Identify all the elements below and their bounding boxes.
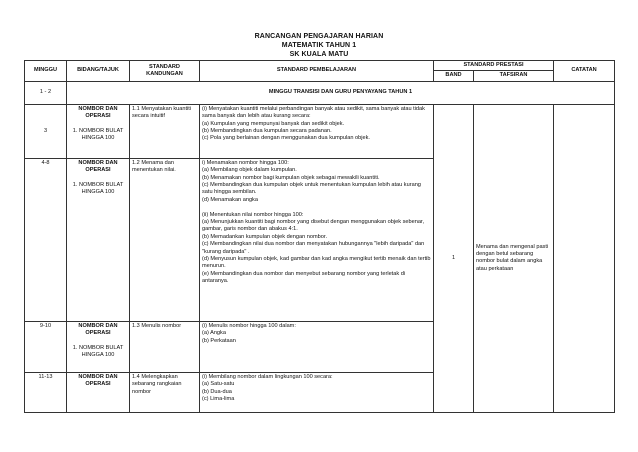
- sp-line: (i) Menulis nombor hingga 100 dalam:: [202, 322, 296, 329]
- col-header-standard-prestasi: STANDARD PRESTASI: [434, 61, 554, 71]
- bidang-subtopic: 1. NOMBOR BULAT HINGGA 100: [72, 182, 124, 196]
- col-header-band: BAND: [434, 71, 474, 81]
- sp-line: (i) Membilang nombor dalam lingkungan 100 secara:: [202, 373, 333, 380]
- sp-line: (c) Pola yang berlainan dengan menggunakan dua kumpulan objek.: [202, 135, 370, 142]
- transition-minggu: 1 - 2: [25, 81, 67, 104]
- row-minggu: 9-10: [25, 321, 67, 372]
- row-catatan: [554, 104, 615, 412]
- bidang-subtopic: 1. NOMBOR BULAT HINGGA 100: [72, 128, 124, 142]
- row-standard-kandungan: 1.4 Melengkapkan sebarang rangkaian nombor: [130, 372, 200, 412]
- row-minggu: 3: [25, 104, 67, 158]
- row-standard-pembelajaran: [200, 372, 434, 412]
- sp-line: (c) Membandingkan dua kumpulan objek untuk menentukan kumpulan lebih atau kurang satu hingga sembilan.: [202, 182, 421, 196]
- row-standard-kandungan: 1.3 Menulis nombor: [130, 321, 200, 372]
- tafsiran-text: Menama dan mengenal pasti dengan betul sebarang nombor bulat dalam angka atau perkataan: [474, 104, 554, 412]
- sp-line: i) Menamakan nombor hingga 100:: [202, 159, 289, 166]
- sp-line: (ii) Menentukan nilai nombor hingga 100:: [202, 211, 304, 218]
- sp-line: (a) Kumpulan yang mempunyai banyak dan sedikit objek.: [202, 120, 345, 127]
- bidang-title: NOMBOR DAN OPERASI: [78, 373, 118, 388]
- sp-line: (b) Dua-dua: [202, 388, 232, 395]
- sp-line: (b) Membandingkan dua kumpulan secara padanan.: [202, 128, 332, 135]
- sp-line: (a) Membilang objek dalam kumpulan.: [202, 167, 297, 174]
- sp-line: (i) Menyatakan kuantiti melalui perbandingan banyak atau sedikit, sama banyak atau tidak sama banyak dan lebih atau kurang secara:: [202, 105, 425, 120]
- col-header-bidang: BIDANG/TAJUK: [67, 61, 130, 82]
- row-standard-pembelajaran: [200, 158, 434, 321]
- row-bidang: [67, 104, 130, 158]
- transition-banner: MINGGU TRANSISI DAN GURU PENYAYANG TAHUN 1: [67, 81, 615, 104]
- row-standard-pembelajaran: [200, 104, 434, 158]
- lesson-plan-table: [24, 60, 615, 413]
- band-value: 1: [434, 104, 474, 412]
- sp-line: (b) Perkataan: [202, 337, 236, 344]
- school-name: SK KUALA MATU: [289, 51, 349, 58]
- row-bidang: [67, 321, 130, 372]
- sp-line: (c) Lima-lima: [202, 396, 235, 403]
- sp-line: (a) Angka: [202, 330, 226, 337]
- table-row: [25, 104, 615, 158]
- sp-line: (a) Satu-satu: [202, 381, 235, 388]
- sp-line: (c) Membandingkan nilai dua nombor dan menyatakan hubungannya "lebih daripada" dan "kurang daripada" .: [202, 241, 425, 255]
- row-minggu: 11-13: [25, 372, 67, 412]
- col-header-catatan: CATATAN: [554, 61, 615, 82]
- row-standard-kandungan: 1.1 Menyatakan kuantiti secara intuitif: [130, 104, 200, 158]
- sp-line: (d) Menamakan angka: [202, 196, 258, 203]
- sp-line: (a) Menunjukkan kuantiti bagi nombor yang disebut dengan menggunakan objek sebenar, gambar, garis nombor dan abakus 4:1.: [202, 219, 425, 233]
- sp-line: (b) Menamakan nombor bagi kumpulan objek sebagai mewakili kuantiti.: [202, 174, 380, 181]
- bidang-title: NOMBOR DAN OPERASI: [78, 105, 118, 120]
- page-title: RANCANGAN PENGAJARAN HARIAN: [254, 33, 384, 40]
- row-bidang: [67, 372, 130, 412]
- row-bidang: [67, 158, 130, 321]
- col-header-tafsiran: TAFSIRAN: [474, 71, 554, 81]
- bidang-title: NOMBOR DAN OPERASI: [78, 322, 118, 337]
- col-header-standard-pembelajaran: STANDARD PEMBELAJARAN: [200, 61, 434, 82]
- page-subtitle: MATEMATIK TAHUN 1: [281, 42, 357, 49]
- bidang-subtopic: 1. NOMBOR BULAT HINGGA 100: [72, 345, 124, 359]
- col-header-standard-kandungan: STANDARD KANDUNGAN: [130, 61, 200, 82]
- row-minggu: 4-8: [25, 158, 67, 321]
- row-standard-kandungan: 1.2 Menama dan menentukan nilai.: [130, 158, 200, 321]
- col-header-minggu: MINGGU: [25, 61, 67, 82]
- row-standard-pembelajaran: [200, 321, 434, 372]
- sp-line: (d) Menyusun kumpulan objek, kad gambar dan kad angka mengikut tertib menaik dan tertib menurun.: [202, 256, 431, 270]
- bidang-title: NOMBOR DAN OPERASI: [78, 159, 118, 174]
- sp-line: (e) Membandingkan dua nombor dan menyebut sebarang nombor yang terletak di antaranya.: [202, 270, 406, 285]
- sp-line: (b) Memadankan kumpulan objek dengan nombor.: [202, 233, 328, 240]
